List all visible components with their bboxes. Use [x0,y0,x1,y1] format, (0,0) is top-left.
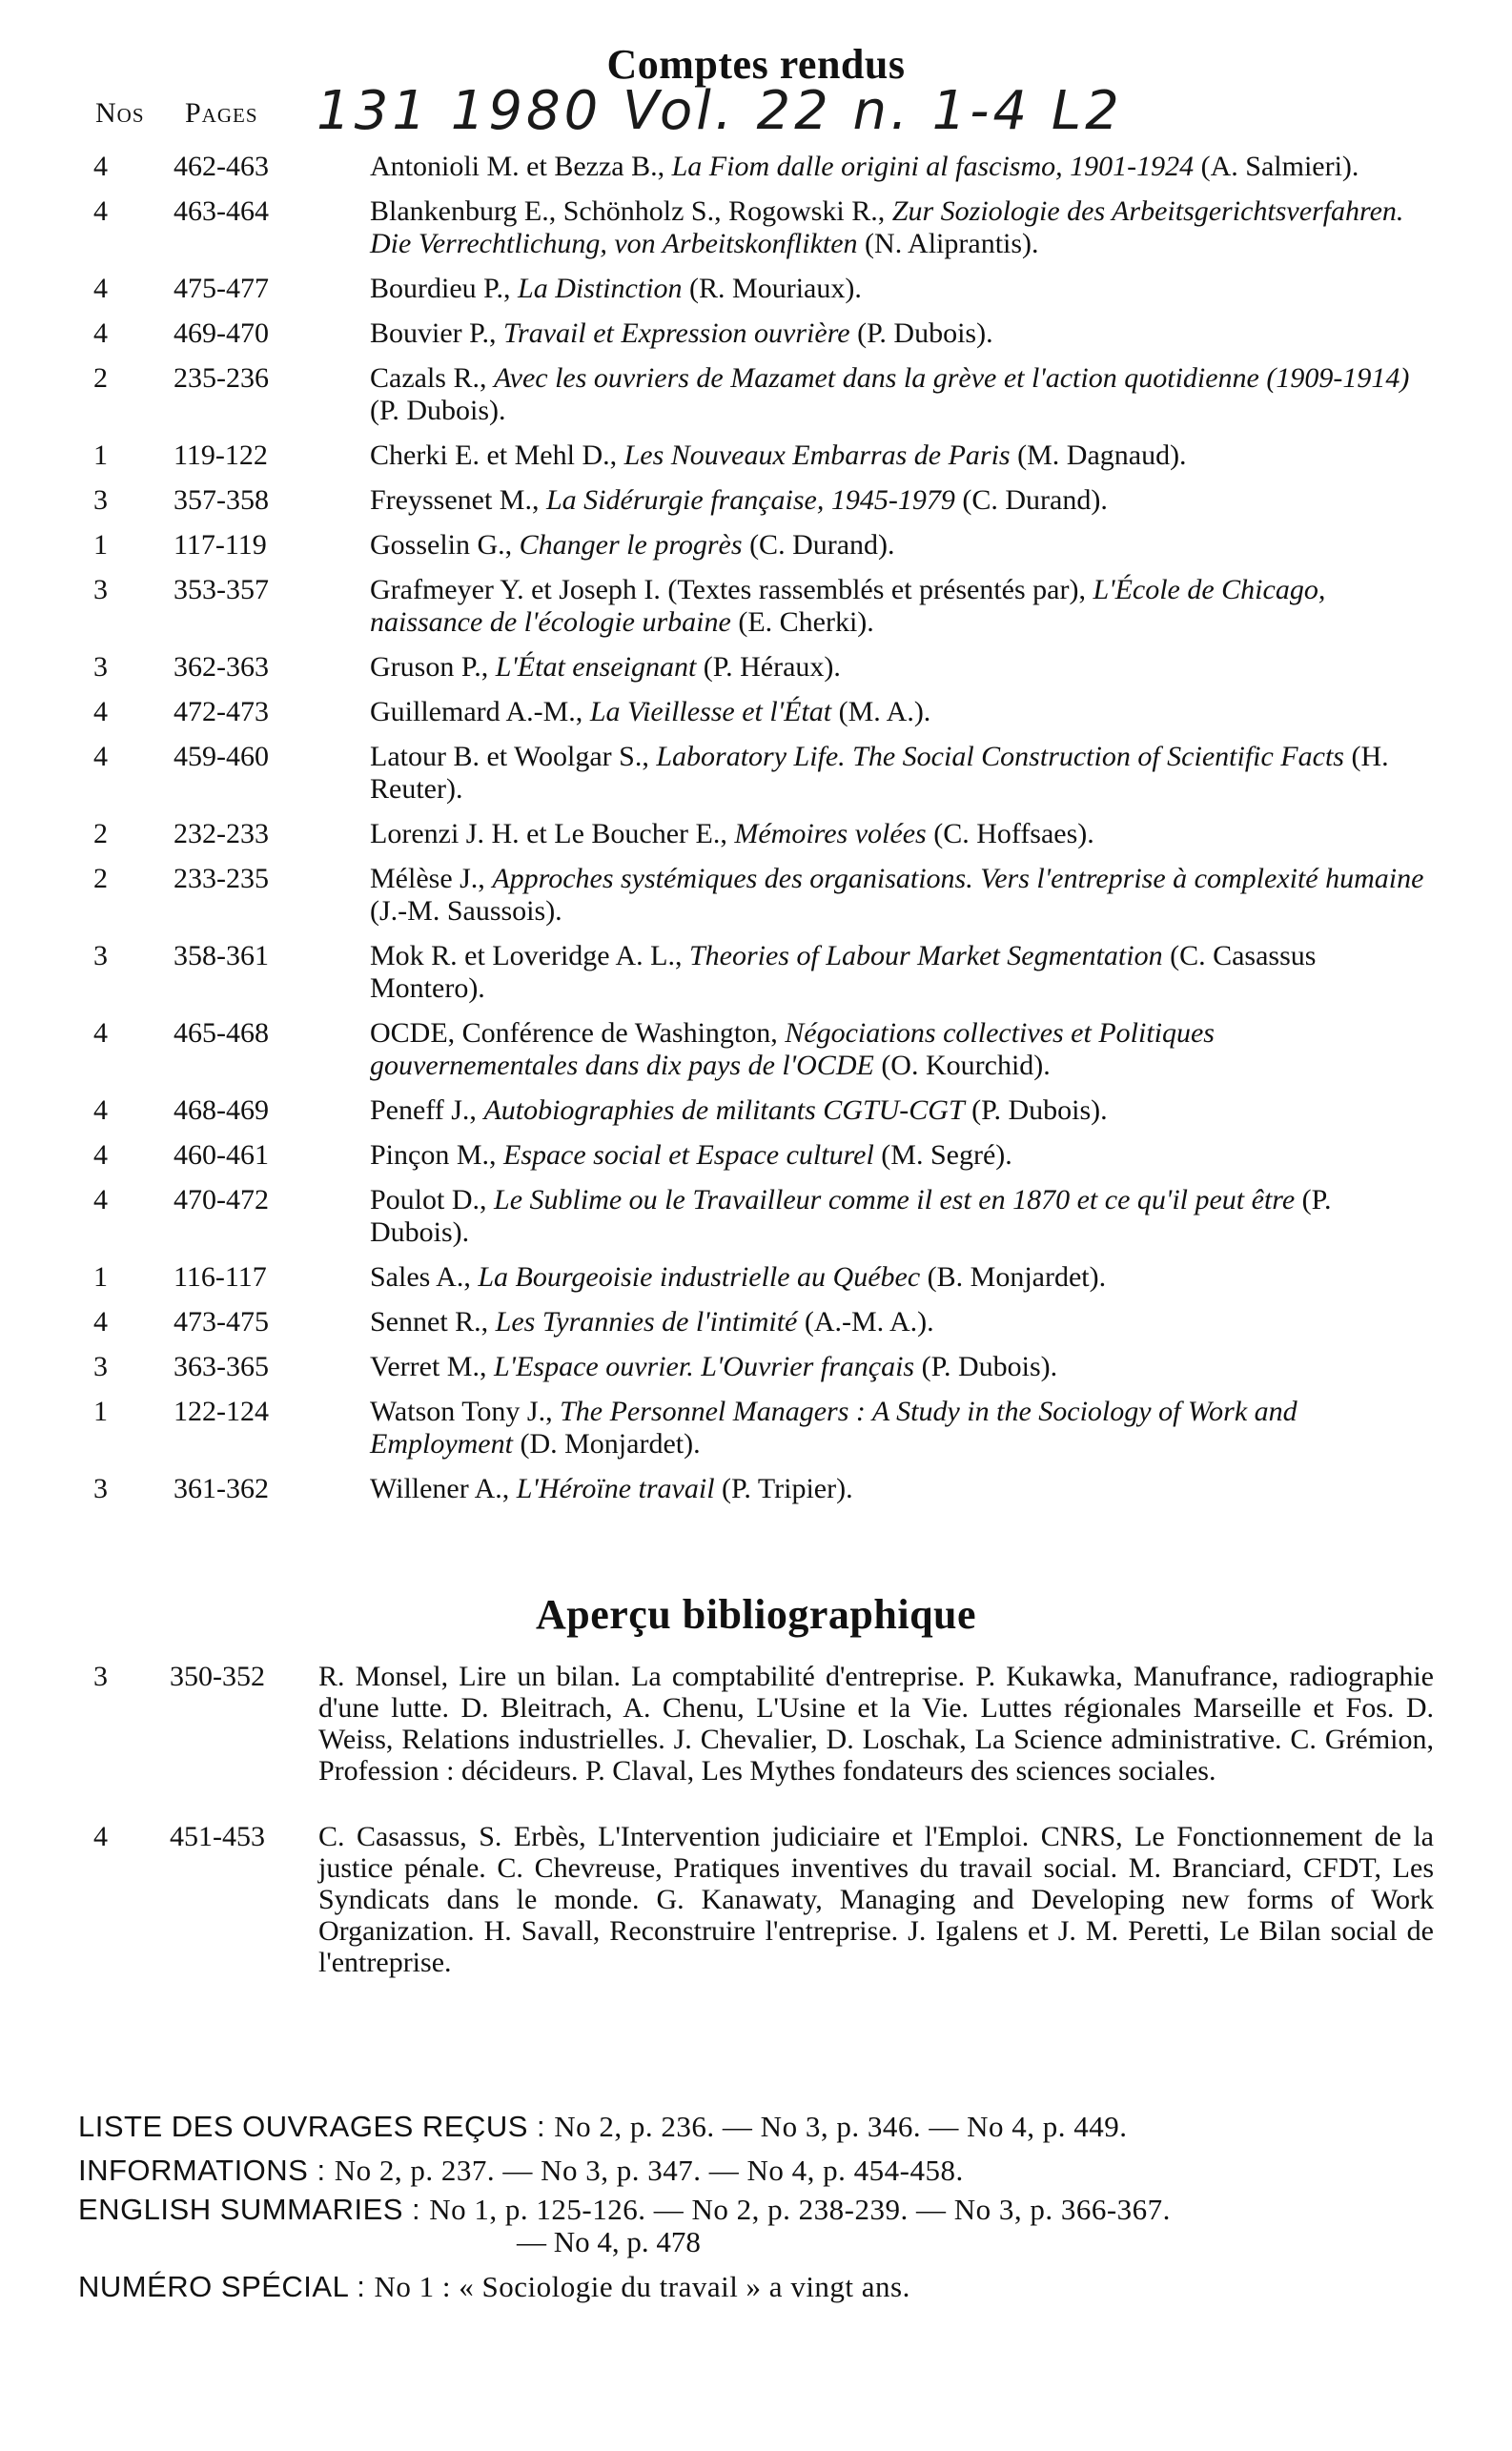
review-entry [0,1396,1512,1460]
review-entry [0,151,1512,183]
page-range: 363-365 [174,1351,269,1382]
review-citation [370,1306,1428,1338]
review-citation [370,195,1428,260]
issue-number: 4 [93,696,108,727]
review-citation [370,818,1428,850]
review-entry [0,1473,1512,1505]
review-entry [0,484,1512,517]
issue-number: 4 [93,317,108,349]
issue-number: 1 [93,1396,108,1427]
book-authors: Willener A., [370,1473,517,1504]
page-range: 475-477 [174,273,269,304]
book-title: Autobiographies de militants CGTU-CGT [483,1094,965,1126]
page-range: 357-358 [174,484,269,516]
page-range: 470-472 [174,1184,269,1215]
review-entry [0,1017,1512,1082]
review-entry [0,1184,1512,1249]
reviewer: (P. Héraux). [696,651,841,683]
book-title: Mémoires volées [734,818,927,849]
review-citation [370,362,1428,427]
reviewer: (M. Segré). [873,1139,1012,1171]
review-entry [0,1094,1512,1127]
page-range: 117-119 [174,529,267,561]
book-authors: Gruson P., [370,651,496,683]
book-title: La Bourgeoisie industrielle au Québec [478,1261,921,1293]
book-authors: Cherki E. et Mehl D., [370,439,624,471]
review-citation [370,574,1428,639]
issue-number: 4 [93,1306,108,1338]
column-header-pages: Pages [185,97,258,129]
issue-number: 3 [93,484,108,516]
reviewer: (P. Tripier). [714,1473,853,1504]
page-range: 116-117 [174,1261,267,1293]
review-citation [370,1139,1428,1172]
review-citation [370,1261,1428,1294]
book-authors: Bourdieu P., [370,273,519,304]
book-title: Changer le progrès [519,529,743,561]
book-title: La Distinction [518,273,683,304]
page-range: 233-235 [174,863,269,894]
handwritten-annotation: 131 1980 Vol. 22 n. 1-4 L2 [317,80,1123,142]
page-range: 468-469 [174,1094,269,1126]
reviewer: (J.-M. Saussois). [370,895,562,927]
page-range: 361-362 [174,1473,269,1504]
footer-special-line [78,2265,1451,2309]
reviewer: (P. Dubois). [370,1184,1332,1248]
book-authors: Mélèse J., [370,863,493,894]
reviewer: (A. Salmieri). [1194,151,1359,182]
book-authors: Lorenzi J. H. et Le Boucher E., [370,818,735,849]
review-citation [370,484,1428,517]
book-title: Approches systémiques des organisations. Vers l'entreprise à complexité humaine [492,863,1424,894]
review-entry [0,1351,1512,1383]
book-authors: Sales A., [370,1261,479,1293]
page-range: 463-464 [174,195,269,227]
review-citation [370,1017,1428,1082]
page-range: 460-461 [174,1139,269,1171]
book-authors: Poulot D., [370,1184,495,1215]
review-citation [370,741,1428,806]
reviewer: (M. A.). [831,696,931,727]
issue-number: 4 [93,1821,108,1852]
issue-number: 4 [93,1184,108,1215]
issue-number: 4 [93,1094,108,1126]
page-range: 472-473 [174,696,269,727]
book-authors: Cazals R., [370,362,494,394]
book-title: Les Nouveaux Embarras de Paris [623,439,1011,471]
issue-number: 1 [93,1261,108,1293]
reviewer: (H. Reuter). [370,741,1389,805]
reviewer: (B. Monjardet). [920,1261,1107,1293]
issue-number: 3 [93,1473,108,1504]
book-title: Zur Soziologie des Arbeitsgerichtsverfahren. Die Verrechtlichung, von Arbeitskonflikten [370,195,1404,259]
issue-number: 4 [93,273,108,304]
book-authors: Watson Tony J., [370,1396,561,1427]
footer-english-line [78,2193,1451,2227]
review-citation [370,439,1428,472]
reviewer: (C. Hoffsaes). [926,818,1094,849]
book-authors: Guillemard A.-M., [370,696,590,727]
page-range: 350-352 [170,1661,265,1692]
page-range: 358-361 [174,940,269,971]
book-authors: Pinçon M., [370,1139,504,1171]
review-citation [370,863,1428,928]
footer-special-label: NUMÉRO SPÉCIAL : [78,2270,375,2303]
page-range: 459-460 [174,741,269,772]
book-title: Theories of Labour Market Segmentation [688,940,1163,971]
book-title: Négociations collectives et Politiques gouvernementales dans dix pays de l'OCDE [370,1017,1215,1081]
footer-info-value: No 2, p. 237. — No 3, p. 347. — No 4, p. 454-458. [334,2154,964,2187]
review-citation [370,529,1428,562]
book-title: La Vieillesse et l'État [589,696,832,727]
issue-number: 1 [93,439,108,471]
page-range: 235-236 [174,362,269,394]
reviewer: (P. Dubois). [849,317,993,349]
page-range: 473-475 [174,1306,269,1338]
reviewer: (C. Casassus Montero). [370,940,1317,1004]
page-range: 122-124 [174,1396,269,1427]
footer-english-continuation: — No 4, p. 478 [517,2225,701,2258]
issue-number: 4 [93,151,108,182]
reviewer: (R. Mouriaux). [682,273,862,304]
reviewer: (P. Dubois). [964,1094,1108,1126]
reviewer: (C. Durand). [954,484,1108,516]
review-list [0,151,1512,1518]
issue-number: 2 [93,863,108,894]
page-range: 362-363 [174,651,269,683]
issue-number: 3 [93,651,108,683]
page-range: 462-463 [174,151,269,182]
book-title: Espace social et Espace culturel [503,1139,874,1171]
footer-info-line [78,2149,1451,2193]
book-authors: Gosselin G., [370,529,520,561]
biblio-entry [0,1661,1512,1787]
biblio-list [0,1661,1512,2012]
issue-number: 2 [93,362,108,394]
page-range: 469-470 [174,317,269,349]
book-title: L'État enseignant [495,651,697,683]
book-authors: Freyssenet M., [370,484,546,516]
book-authors: Latour B. et Woolgar S., [370,741,657,772]
reviewer: (P. Dubois). [914,1351,1058,1382]
footer-english-label: ENGLISH SUMMARIES : [78,2193,430,2226]
footer-english-value: No 1, p. 125-126. — No 2, p. 238-239. — No 3, p. 366-367. [429,2193,1171,2226]
review-entry [0,863,1512,928]
review-entry [0,818,1512,850]
book-title: Les Tyrannies de l'intimité [495,1306,798,1338]
book-title: Travail et Expression ouvrière [503,317,850,349]
issue-number: 3 [93,1351,108,1382]
book-title: Laboratory Life. The Social Construction of Scientific Facts [656,741,1344,772]
reviewer: (N. Aliprantis). [857,228,1039,259]
footer-info-label: INFORMATIONS : [78,2154,335,2187]
book-authors: Sennet R., [370,1306,496,1338]
review-entry [0,317,1512,350]
page-range: 353-357 [174,574,269,605]
review-citation [370,1473,1428,1505]
page-range: 465-468 [174,1017,269,1049]
book-authors: Mok R. et Loveridge A. L., [370,940,689,971]
book-authors: Peneff J., [370,1094,484,1126]
review-entry [0,439,1512,472]
footer-liste-line [78,2105,1451,2149]
biblio-text: C. Casassus, S. Erbès, L'Intervention judiciaire et l'Emploi. CNRS, Le Fonctionnement de la justice pénale. C. Chevreuse, Pratiques inventives du travail social. M. Branciard, CFDT, Les Syndicats dans le monde. G. Kanawaty, Managing and Developing new forms of Work Organization. H. Savall, Reconstruire l'entreprise. J. Igalens et J. M. Peretti, Le Bilan social de l'entreprise. [318,1821,1434,1978]
footer-index [78,2105,1451,2309]
book-authors: Bouvier P., [370,317,504,349]
footer-liste-label: LISTE DES OUVRAGES REÇUS : [78,2110,555,2143]
book-title: La Sidérurgie française, 1945-1979 [545,484,955,516]
book-title: La Fiom dalle origini al fascismo, 1901-1924 [671,151,1195,182]
section-title-comptes-rendus: Comptes rendus [606,41,906,88]
review-citation [370,696,1428,728]
footer-liste-value: No 2, p. 236. — No 3, p. 346. — No 4, p. 449. [554,2110,1128,2143]
issue-number: 4 [93,1017,108,1049]
book-authors: Blankenburg E., Schönholz S., Rogowski R., [370,195,892,227]
review-entry [0,574,1512,639]
book-title: The Personnel Managers : A Study in the Sociology of Work and Employment [370,1396,1297,1460]
review-entry [0,1306,1512,1338]
reviewer: (A.-M. A.). [797,1306,934,1338]
review-entry [0,651,1512,684]
review-entry [0,1139,1512,1172]
reviewer: (E. Cherki). [730,606,874,638]
review-entry [0,940,1512,1005]
reviewer: (D. Monjardet). [512,1428,701,1460]
review-citation [370,1184,1428,1249]
review-entry [0,362,1512,427]
review-citation [370,1094,1428,1127]
issue-number: 3 [93,1661,108,1692]
review-citation [370,1396,1428,1460]
review-citation [370,651,1428,684]
book-title: Avec les ouvriers de Mazamet dans la grève et l'action quotidienne (1909-1914) [493,362,1410,394]
review-entry [0,273,1512,305]
reviewer: (P. Dubois). [370,395,506,426]
reviewer: (O. Kourchid). [873,1050,1051,1081]
issue-number: 4 [93,741,108,772]
review-entry [0,741,1512,806]
review-citation [370,317,1428,350]
page-range: 119-122 [174,439,268,471]
issue-number: 3 [93,574,108,605]
issue-number: 3 [93,940,108,971]
footer-special-value: No 1 : « Sociologie du travail » a vingt ans. [374,2270,910,2303]
reviewer: (C. Durand). [742,529,895,561]
book-authors: Antonioli M. et Bezza B., [370,151,672,182]
review-citation [370,151,1428,183]
page-range: 232-233 [174,818,269,849]
review-citation [370,1351,1428,1383]
review-entry [0,1261,1512,1294]
review-entry [0,195,1512,260]
book-title: L'École de Chicago, naissance de l'écologie urbaine [370,574,1326,638]
book-authors: OCDE, Conférence de Washington, [370,1017,786,1049]
review-entry [0,529,1512,562]
book-authors: Verret M., [370,1351,494,1382]
issue-number: 4 [93,1139,108,1171]
review-entry [0,696,1512,728]
review-citation [370,273,1428,305]
review-citation [370,940,1428,1005]
column-header-nos: Nos [95,97,145,129]
book-authors: Grafmeyer Y. et Joseph I. (Textes rassemblés et présentés par), [370,574,1093,605]
issue-number: 1 [93,529,108,561]
book-title: L'Héroïne travail [516,1473,715,1504]
page-range: 451-453 [170,1821,265,1852]
book-title: L'Espace ouvrier. L'Ouvrier français [493,1351,915,1382]
biblio-entry [0,1821,1512,1978]
column-header-row [78,80,1470,153]
reviewer: (M. Dagnaud). [1010,439,1187,471]
issue-number: 4 [93,195,108,227]
issue-number: 2 [93,818,108,849]
section-title-apercu: Aperçu bibliographique [535,1591,977,1638]
book-title: Le Sublime ou le Travailleur comme il est en 1870 et ce qu'il peut être [494,1184,1296,1215]
biblio-text: R. Monsel, Lire un bilan. La comptabilité d'entreprise. P. Kukawka, Manufrance, radiographie d'une lutte. D. Bleitrach, A. Chenu, L'Usine et la Vie. Luttes régionales Marseille et Fos. D. Weiss, Relations industrielles. J. Chevalier, D. Loschak, La Science administrative. C. Grémion, Profession : décideurs. P. Claval, Les Mythes fondateurs des sciences sociales. [318,1661,1434,1787]
